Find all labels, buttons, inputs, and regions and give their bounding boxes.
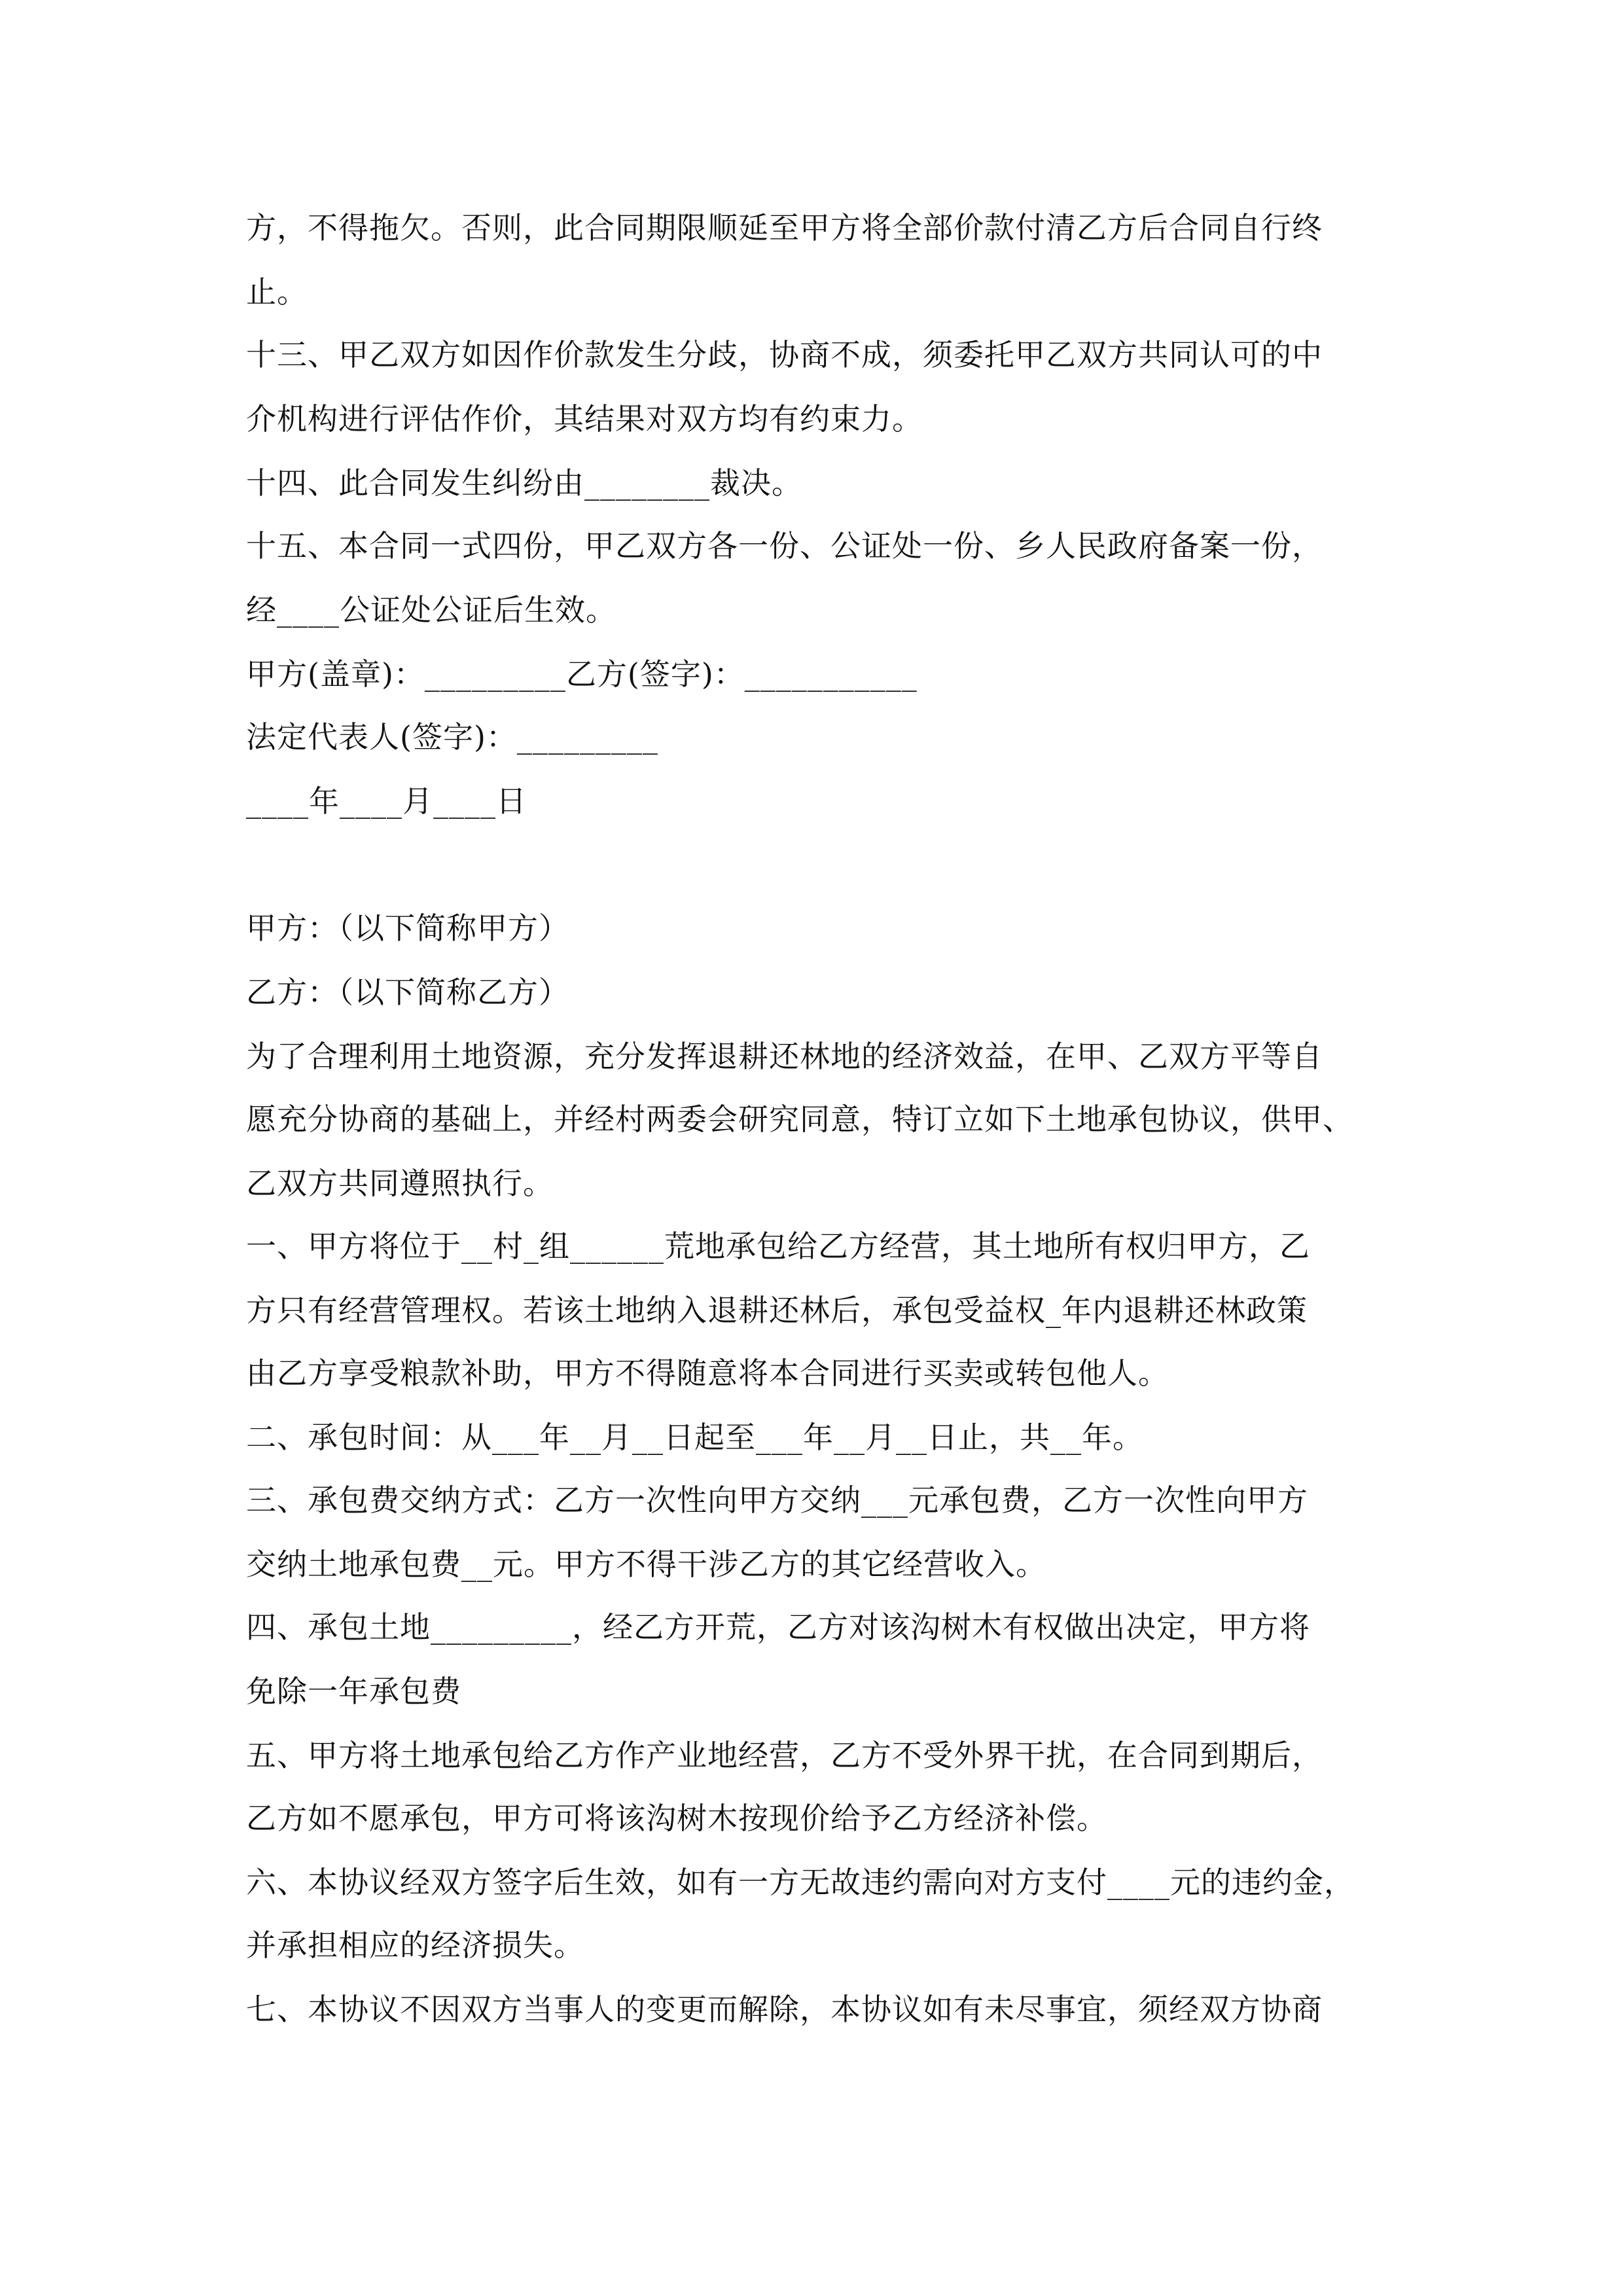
clause15-line2: 经____公证处公证后生效。 [246,592,616,628]
clause6-line1: 六、本协议经双方签字后生效，如有一方无故违约需向对方支付____元的违约金， [246,1865,1355,1900]
clause7-line1: 七、本协议不因双方当事人的变更而解除，本协议如有未尽事宜，须经双方协商 [246,1992,1323,2027]
clause1-line1: 一、甲方将位于__村_组______荒地承包给乙方经营，其土地所有权归甲方，乙 [246,1229,1310,1264]
clause3-line1: 三、承包费交纳方式：乙方一次性向甲方交纳___元承包费，乙方一次性向甲方 [246,1482,1308,1518]
party-b-line: 乙方：（以下简称乙方） [246,975,569,1010]
signature-parties: 甲方(盖章)：_________乙方(签字)：___________ [246,656,918,692]
preamble-line2: 愿充分协商的基础上，并经村两委会研究同意，特订立如下土地承包协议，供甲、 [246,1102,1353,1137]
clause14: 十四、此合同发生纠纷由________裁决。 [246,465,802,501]
clause13-line2: 介机构进行评估作价，其结果对双方均有约束力。 [246,401,923,437]
clause5-line1: 五、甲方将土地承包给乙方作产业地经营，乙方不受外界干扰，在合同到期后， [246,1738,1323,1773]
clause1-line3: 由乙方享受粮款补助，甲方不得随意将本合同进行买卖或转包他人。 [246,1355,1169,1391]
preamble-line3: 乙双方共同遵照执行。 [246,1166,554,1201]
clause6-line2: 并承担相应的经济损失。 [246,1928,584,1963]
clause5-line2: 乙方如不愿承包，甲方可将该沟树木按现价给予乙方经济补偿。 [246,1801,1107,1836]
preamble-line1: 为了合理利用土地资源，充分发挥退耕还林地的经济效益，在甲、乙双方平等自 [246,1039,1323,1074]
clause2: 二、承包时间：从___年__月__日起至___年__月__日止，共__年。 [246,1420,1143,1455]
party-a-line: 甲方：（以下简称甲方） [246,910,569,946]
clause1-line2: 方只有经营管理权。若该土地纳入退耕还林后，承包受益权_年内退耕还林政策 [246,1293,1308,1328]
clause4-line2: 免除一年承包费 [246,1674,461,1709]
signature-legal-representative: 法定代表人(签字)：_________ [246,719,658,755]
signature-date: ____年____月____日 [246,783,527,819]
clause15-line1: 十五、本合同一式四份，甲乙双方各一份、公证处一份、乡人民政府备案一份， [246,528,1323,564]
clause13-line1: 十三、甲乙双方如因作价款发生分歧，协商不成，须委托甲乙双方共同认可的中 [246,337,1323,372]
clause12-continuation-line1: 方，不得拖欠。否则，此合同期限顺延至甲方将全部价款付清乙方后合同自行终 [246,210,1323,245]
clause12-continuation-line2: 止。 [246,274,308,310]
clause4-line1: 四、承包土地_________，经乙方开荒，乙方对该沟树木有权做出决定，甲方将 [246,1609,1310,1645]
clause3-line2: 交纳土地承包费__元。甲方不得干涉乙方的其它经营收入。 [246,1547,1046,1582]
